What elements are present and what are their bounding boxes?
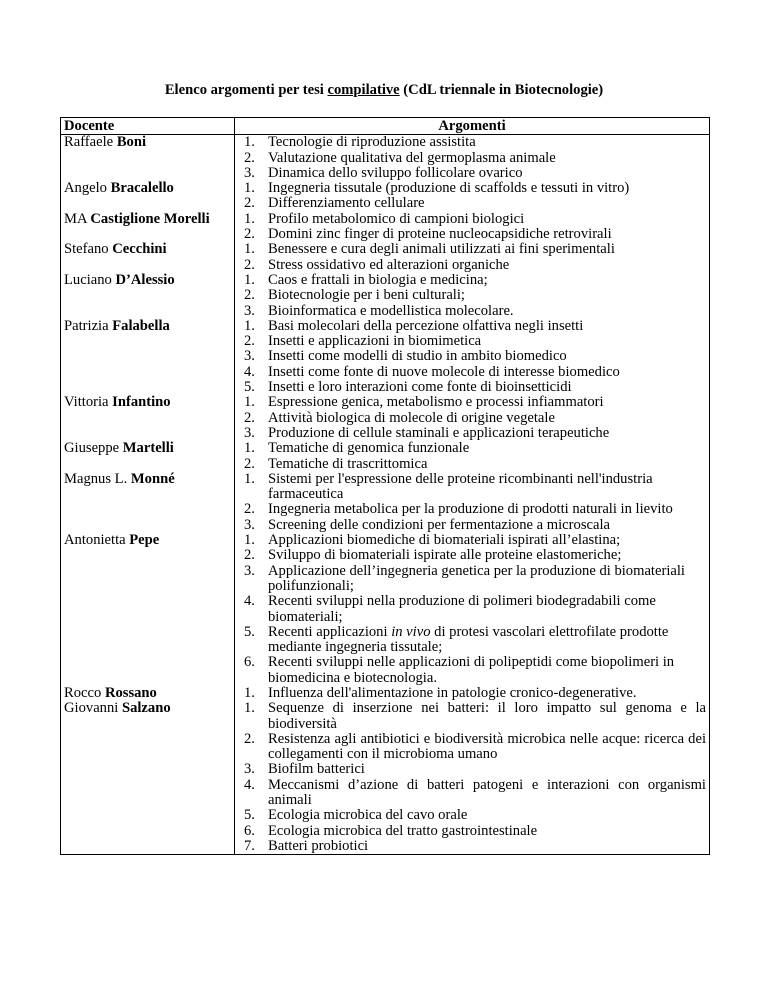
- docente-first-name: Stefano: [64, 241, 113, 258]
- topic-text: Differenziamento cellulare: [268, 195, 425, 212]
- topic-text: Insetti e applicazioni in biomimetica: [268, 333, 482, 350]
- docente-name: [64, 319, 231, 395]
- topic-text: Tecnologie di riproduzione assistita: [268, 134, 476, 151]
- topic-text: Tematiche di trascrittomica: [268, 455, 428, 472]
- docente-name: [64, 212, 231, 243]
- topic-item: [238, 808, 706, 823]
- topic-item: [238, 441, 706, 456]
- topic-text: Ingegneria metabolica per la produzione di prodotti naturali in lievito: [268, 501, 673, 518]
- topic-item: [238, 732, 706, 763]
- topic-item: [238, 304, 706, 319]
- topic-item: [238, 426, 706, 441]
- topic-item: [238, 778, 706, 809]
- topic-item: [238, 242, 706, 257]
- topic-number: 2.: [244, 333, 255, 350]
- topic-item: [238, 181, 706, 196]
- topic-text: Sequenze di inserzione nei batteri: il loro impatto sul genoma e la biodiversità: [268, 700, 706, 732]
- topic-number: 1.: [244, 684, 255, 701]
- topic-list: [238, 135, 706, 181]
- topic-number: 1.: [244, 317, 255, 334]
- topic-text: Ecologia microbica del tratto gastrointestinale: [268, 822, 538, 839]
- docente-first-name: Rocco: [64, 684, 105, 701]
- topic-list: [238, 701, 706, 854]
- topic-text: Insetti come modelli di studio in ambito biomedico: [268, 348, 567, 365]
- topic-number: 2.: [244, 226, 255, 243]
- docente-first-name: Antonietta: [64, 532, 130, 549]
- docente-surname: Cecchini: [112, 241, 167, 258]
- docente-surname: Castiglione Morelli: [90, 210, 210, 227]
- topic-number: 4.: [244, 593, 255, 610]
- docente-name: [64, 472, 231, 533]
- topic-number: 2.: [244, 195, 255, 212]
- topic-number: 1.: [244, 210, 255, 227]
- topic-text: Sviluppo di biomateriali ispirate alle proteine elastomeriche;: [268, 547, 622, 564]
- topic-item: [238, 349, 706, 364]
- docente-name: [64, 533, 231, 686]
- topic-text: Biotecnologie per i beni culturali;: [268, 287, 465, 304]
- topic-number: 2.: [244, 547, 255, 564]
- topic-item: [238, 380, 706, 395]
- topic-list: [238, 181, 706, 212]
- docente-first-name: Giuseppe: [64, 440, 123, 457]
- topic-list: [238, 533, 706, 686]
- topic-item: [238, 457, 706, 472]
- topic-item: [238, 227, 706, 242]
- topic-text: Basi molecolari della percezione olfattiva negli insetti: [268, 317, 584, 334]
- docente-first-name: Luciano: [64, 271, 116, 288]
- topic-number: 7.: [244, 837, 255, 854]
- topic-text: Stress ossidativo ed alterazioni organiche: [268, 256, 510, 273]
- topic-text: di protesi vascolari elettrofilate prodotte mediante ingegneria tissutale;: [268, 623, 669, 656]
- topic-text-italic: in vivo: [391, 623, 431, 640]
- title-underlined: compilative: [327, 82, 400, 98]
- topic-text: Recenti sviluppi nelle applicazioni di polipeptidi come biopolimeri in biomedicina e biotecnologia.: [268, 654, 675, 686]
- argomenti-column: [235, 135, 710, 855]
- docente-name: [64, 181, 231, 212]
- topic-text: Attività biologica di molecole di origine vegetale: [268, 409, 555, 426]
- topic-list: [238, 441, 706, 472]
- topic-text: Applicazioni biomediche di biomateriali ispirati all’elastina;: [268, 532, 621, 549]
- topic-text: Tematiche di genomica funzionale: [268, 440, 470, 457]
- topic-number: 2.: [244, 287, 255, 304]
- docente-surname: D’Alessio: [115, 271, 175, 288]
- topic-number: 4.: [244, 363, 255, 380]
- topic-item: [238, 518, 706, 533]
- topic-number: 1.: [244, 241, 255, 258]
- docente-name: [64, 395, 231, 441]
- topic-text: Batteri probiotici: [268, 837, 369, 854]
- topic-number: 1.: [244, 532, 255, 549]
- docente-name: [64, 242, 231, 273]
- topic-text: Insetti e loro interazioni come fonte di bioinsetticidi: [268, 379, 572, 396]
- topic-item: [238, 839, 706, 854]
- topic-text: Biofilm batterici: [268, 761, 365, 778]
- topic-item: [238, 196, 706, 211]
- docente-surname: Martelli: [122, 440, 174, 457]
- docente-surname: Boni: [116, 134, 147, 151]
- docente-surname: Rossano: [104, 684, 157, 701]
- topic-item: [238, 258, 706, 273]
- topic-item: [238, 686, 706, 701]
- docente-surname: Bracalello: [110, 180, 174, 197]
- docenti-column: [61, 135, 235, 855]
- topic-number: 1.: [244, 180, 255, 197]
- docente-surname: Monné: [130, 470, 175, 487]
- topic-number: 3.: [244, 761, 255, 778]
- docente-first-name: Angelo: [64, 180, 111, 197]
- title-text: Elenco argomenti per tesi: [164, 82, 328, 98]
- topic-list: [238, 686, 706, 701]
- topic-number: 5.: [244, 379, 255, 396]
- topic-list: [238, 319, 706, 395]
- topic-text: Recenti applicazioni: [268, 623, 392, 640]
- topic-item: [238, 548, 706, 563]
- topic-list: [238, 395, 706, 441]
- topic-number: 1.: [244, 470, 255, 487]
- docente-surname: Pepe: [129, 532, 160, 549]
- topics-table: [60, 117, 710, 855]
- topic-number: 2.: [244, 730, 255, 747]
- docente-name: [64, 441, 231, 472]
- topic-number: 2.: [244, 149, 255, 166]
- docente-name: [64, 273, 231, 319]
- topic-number: 3.: [244, 348, 255, 365]
- title-suffix: (CdL triennale in Biotecnologie): [399, 82, 604, 98]
- topic-item: [238, 701, 706, 732]
- docente-first-name: Magnus L.: [64, 470, 131, 487]
- docente-first-name: MA: [64, 210, 91, 227]
- docente-first-name: Patrizia: [64, 317, 113, 334]
- docente-surname: Salzano: [121, 700, 171, 717]
- table-header-row: [61, 118, 710, 135]
- topic-text: Espressione genica, metabolismo e processi infiammatori: [268, 394, 604, 411]
- topic-item: [238, 502, 706, 517]
- topic-text: Domini zinc finger di proteine nucleocapsidiche retrovirali: [268, 226, 612, 243]
- topic-text: Dinamica dello sviluppo follicolare ovarico: [268, 164, 523, 181]
- topic-item: [238, 411, 706, 426]
- topic-item: [238, 655, 706, 686]
- topic-text: Ecologia microbica del cavo orale: [268, 807, 468, 824]
- topic-text: Sistemi per l'espressione delle proteine ricombinanti nell'industria farmaceutica: [268, 470, 653, 503]
- topic-number: 6.: [244, 822, 255, 839]
- topic-number: 3.: [244, 562, 255, 579]
- topic-list: [238, 273, 706, 319]
- topic-item: [238, 824, 706, 839]
- topic-item: [238, 273, 706, 288]
- topic-text: Screening delle condizioni per fermentazione a microscala: [268, 516, 610, 533]
- table-body-row: [61, 135, 710, 855]
- topic-text: Insetti come fonte di nuove molecole di interesse biomedico: [268, 363, 620, 380]
- topic-number: 3.: [244, 302, 255, 319]
- topic-number: 2.: [244, 501, 255, 518]
- topic-number: 1.: [244, 440, 255, 457]
- topic-text: Recenti sviluppi nella produzione di polimeri biodegradabili come biomateriali;: [268, 593, 656, 625]
- docente-name: [64, 135, 231, 181]
- docente-surname: Infantino: [112, 394, 171, 411]
- topic-text: Ingegneria tissutale (produzione di scaffolds e tessuti in vitro): [268, 180, 630, 197]
- topic-item: [238, 533, 706, 548]
- topic-number: 5.: [244, 623, 255, 640]
- page-title: [0, 82, 768, 99]
- topic-text: Resistenza agli antibiotici e biodiversità microbica nelle acque: ricerca dei collegamenti con il microbioma umano: [268, 730, 706, 763]
- topic-number: 4.: [244, 776, 255, 793]
- topic-number: 2.: [244, 409, 255, 426]
- topic-text: Produzione di cellule staminali e applicazioni terapeutiche: [268, 424, 610, 441]
- topic-number: 1.: [244, 394, 255, 411]
- topic-item: [238, 135, 706, 150]
- docente-surname: Falabella: [112, 317, 170, 334]
- topic-number: 3.: [244, 424, 255, 441]
- docente-name: [64, 686, 231, 701]
- topic-item: [238, 395, 706, 410]
- topic-number: 6.: [244, 654, 255, 671]
- topic-number: 3.: [244, 516, 255, 533]
- topic-text: Profilo metabolomico di campioni biologici: [268, 210, 525, 227]
- topic-item: [238, 365, 706, 380]
- topic-item: [238, 288, 706, 303]
- topic-item: [238, 166, 706, 181]
- topic-item: [238, 334, 706, 349]
- topic-item: [238, 319, 706, 334]
- topic-number: 1.: [244, 134, 255, 151]
- docente-first-name: Giovanni: [64, 700, 122, 717]
- topic-number: 3.: [244, 164, 255, 181]
- topic-item: [238, 625, 706, 656]
- topic-number: 1.: [244, 271, 255, 288]
- topic-text: Applicazione dell’ingegneria genetica per la produzione di biomateriali polifunzionali;: [268, 562, 685, 594]
- topic-item: [238, 594, 706, 625]
- topic-number: 5.: [244, 807, 255, 824]
- topic-number: 2.: [244, 256, 255, 273]
- header-argomenti: Argomenti: [235, 118, 710, 135]
- topic-text: Benessere e cura degli animali utilizzati ai fini sperimentali: [268, 241, 615, 258]
- topic-text: Bioinformatica e modellistica molecolare.: [268, 302, 514, 319]
- topic-item: [238, 151, 706, 166]
- topic-list: [238, 212, 706, 243]
- topic-item: [238, 212, 706, 227]
- topic-item: [238, 762, 706, 777]
- docente-name: [64, 701, 231, 854]
- topic-text: Influenza dell'alimentazione in patologie cronico-degenerative.: [268, 684, 637, 701]
- topic-number: 2.: [244, 455, 255, 472]
- docente-first-name: Raffaele: [64, 134, 117, 151]
- topic-list: [238, 242, 706, 273]
- topic-text: Meccanismi d’azione di batteri patogeni e interazioni con organismi animali: [268, 776, 706, 809]
- topic-number: 1.: [244, 700, 255, 717]
- topic-text: Valutazione qualitativa del germoplasma animale: [268, 149, 556, 166]
- docente-first-name: Vittoria: [64, 394, 113, 411]
- topic-item: [238, 472, 706, 503]
- topic-list: [238, 472, 706, 533]
- topic-item: [238, 564, 706, 595]
- topic-text: Caos e frattali in biologia e medicina;: [268, 271, 488, 288]
- header-docente: Docente: [61, 118, 235, 135]
